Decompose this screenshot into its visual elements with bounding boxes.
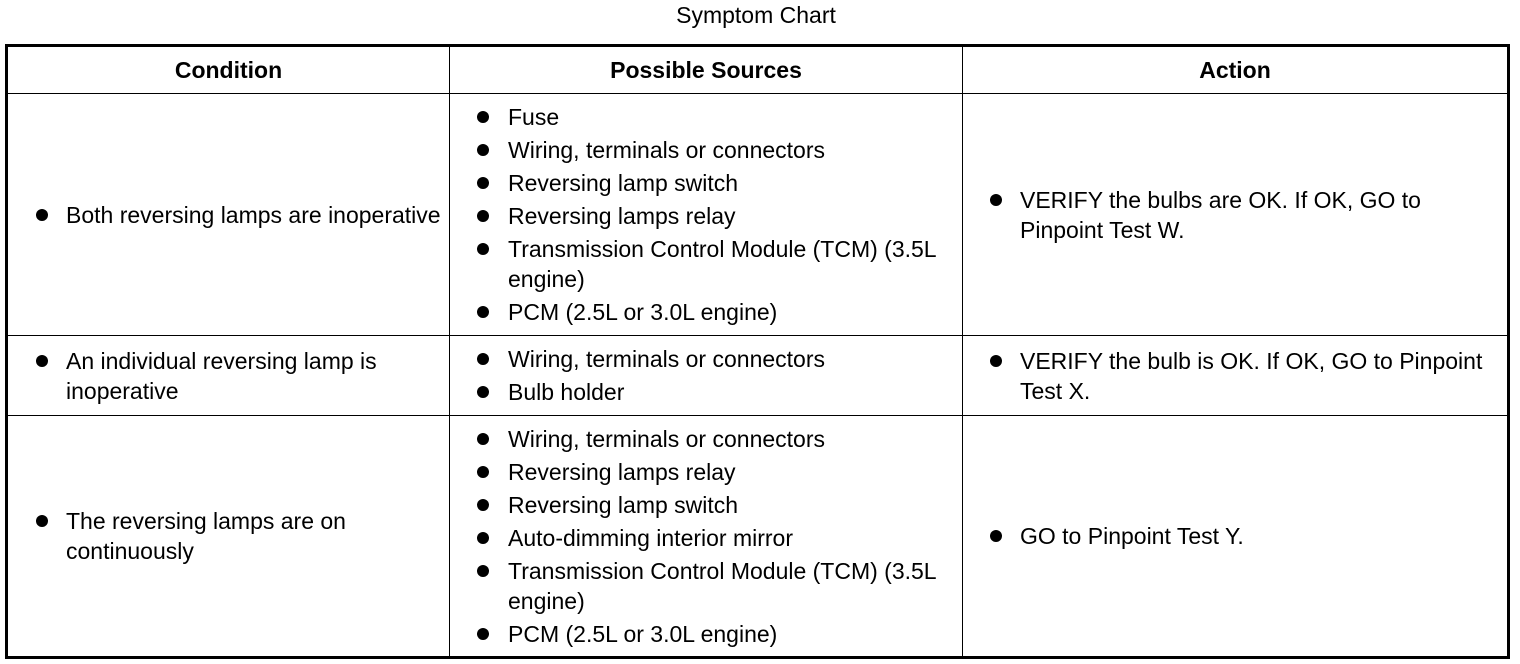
condition-text: The reversing lamps are on continuously <box>66 508 346 564</box>
list-item <box>450 457 962 487</box>
bullet-icon <box>477 210 489 222</box>
bullet-icon <box>477 144 489 156</box>
source-text: PCM (2.5L or 3.0L engine) <box>508 299 778 325</box>
bullet-icon <box>990 194 1002 206</box>
bullet-icon <box>36 209 48 221</box>
bullet-icon <box>477 111 489 123</box>
list-item <box>450 556 962 616</box>
source-text: Bulb holder <box>508 379 625 405</box>
bullet-icon <box>477 243 489 255</box>
sources-cell <box>450 416 963 658</box>
source-text: Transmission Control Module (TCM) (3.5L engine) <box>508 557 936 614</box>
chart-title: Symptom Chart <box>676 2 836 28</box>
bullet-icon <box>477 466 489 478</box>
action-text: VERIFY the bulbs are OK. If OK, GO to Pinpoint Test W. <box>1020 186 1421 243</box>
list-item <box>450 377 962 407</box>
symptom-table <box>5 44 1510 659</box>
bullet-icon <box>477 628 489 640</box>
header-condition: Condition <box>7 46 450 94</box>
bullet-icon <box>477 353 489 365</box>
bullet-icon <box>477 532 489 544</box>
list-item <box>8 346 449 406</box>
list-item <box>450 297 962 327</box>
list-item <box>450 619 962 649</box>
source-text: Wiring, terminals or connectors <box>508 137 825 163</box>
action-text: VERIFY the bulb is OK. If OK, GO to Pinpoint Test X. <box>1020 347 1483 404</box>
list-item <box>450 490 962 520</box>
action-cell <box>963 416 1509 658</box>
list-item <box>450 201 962 231</box>
action-cell <box>963 94 1509 336</box>
sources-cell <box>450 94 963 336</box>
bullet-icon <box>477 499 489 511</box>
list-item <box>963 521 1507 551</box>
bullet-icon <box>477 565 489 577</box>
list-item <box>8 506 449 566</box>
source-text: PCM (2.5L or 3.0L engine) <box>508 620 778 647</box>
bullet-icon <box>990 530 1002 542</box>
table-row <box>7 94 1509 336</box>
table-row <box>7 336 1509 416</box>
source-text: Reversing lamp switch <box>508 491 739 518</box>
action-text: GO to Pinpoint Test Y. <box>1020 523 1244 549</box>
list-item <box>450 234 962 294</box>
condition-cell <box>7 94 450 336</box>
bullet-icon <box>477 433 489 445</box>
bullet-icon <box>36 355 48 367</box>
header-action: Action <box>963 46 1509 94</box>
condition-cell <box>7 416 450 658</box>
condition-cell <box>7 336 450 416</box>
source-text: Fuse <box>508 104 560 130</box>
list-item <box>450 523 962 553</box>
source-text: Transmission Control Module (TCM) (3.5L engine) <box>508 236 936 292</box>
condition-text: Both reversing lamps are inoperative <box>66 201 441 228</box>
source-text: Wiring, terminals or connectors <box>508 346 825 372</box>
list-item <box>450 424 962 454</box>
list-item <box>450 102 962 132</box>
list-item <box>450 135 962 165</box>
bullet-icon <box>36 515 48 527</box>
condition-text: An individual reversing lamp is inoperative <box>66 347 377 404</box>
source-text: Reversing lamps relay <box>508 203 736 229</box>
source-text: Reversing lamps relay <box>508 458 736 485</box>
bullet-icon <box>477 386 489 398</box>
sources-cell <box>450 336 963 416</box>
action-cell <box>963 336 1509 416</box>
table-header-row <box>7 46 1509 94</box>
list-item <box>963 346 1507 406</box>
source-text: Auto-dimming interior mirror <box>508 524 794 551</box>
list-item <box>450 344 962 374</box>
bullet-icon <box>477 306 489 318</box>
list-item <box>450 168 962 198</box>
header-possible-sources: Possible Sources <box>450 46 963 94</box>
source-text: Wiring, terminals or connectors <box>508 425 825 452</box>
list-item <box>8 200 449 230</box>
bullet-icon <box>990 355 1002 367</box>
bullet-icon <box>477 177 489 189</box>
source-text: Reversing lamp switch <box>508 170 739 196</box>
table-row <box>7 416 1509 658</box>
list-item <box>963 185 1507 245</box>
